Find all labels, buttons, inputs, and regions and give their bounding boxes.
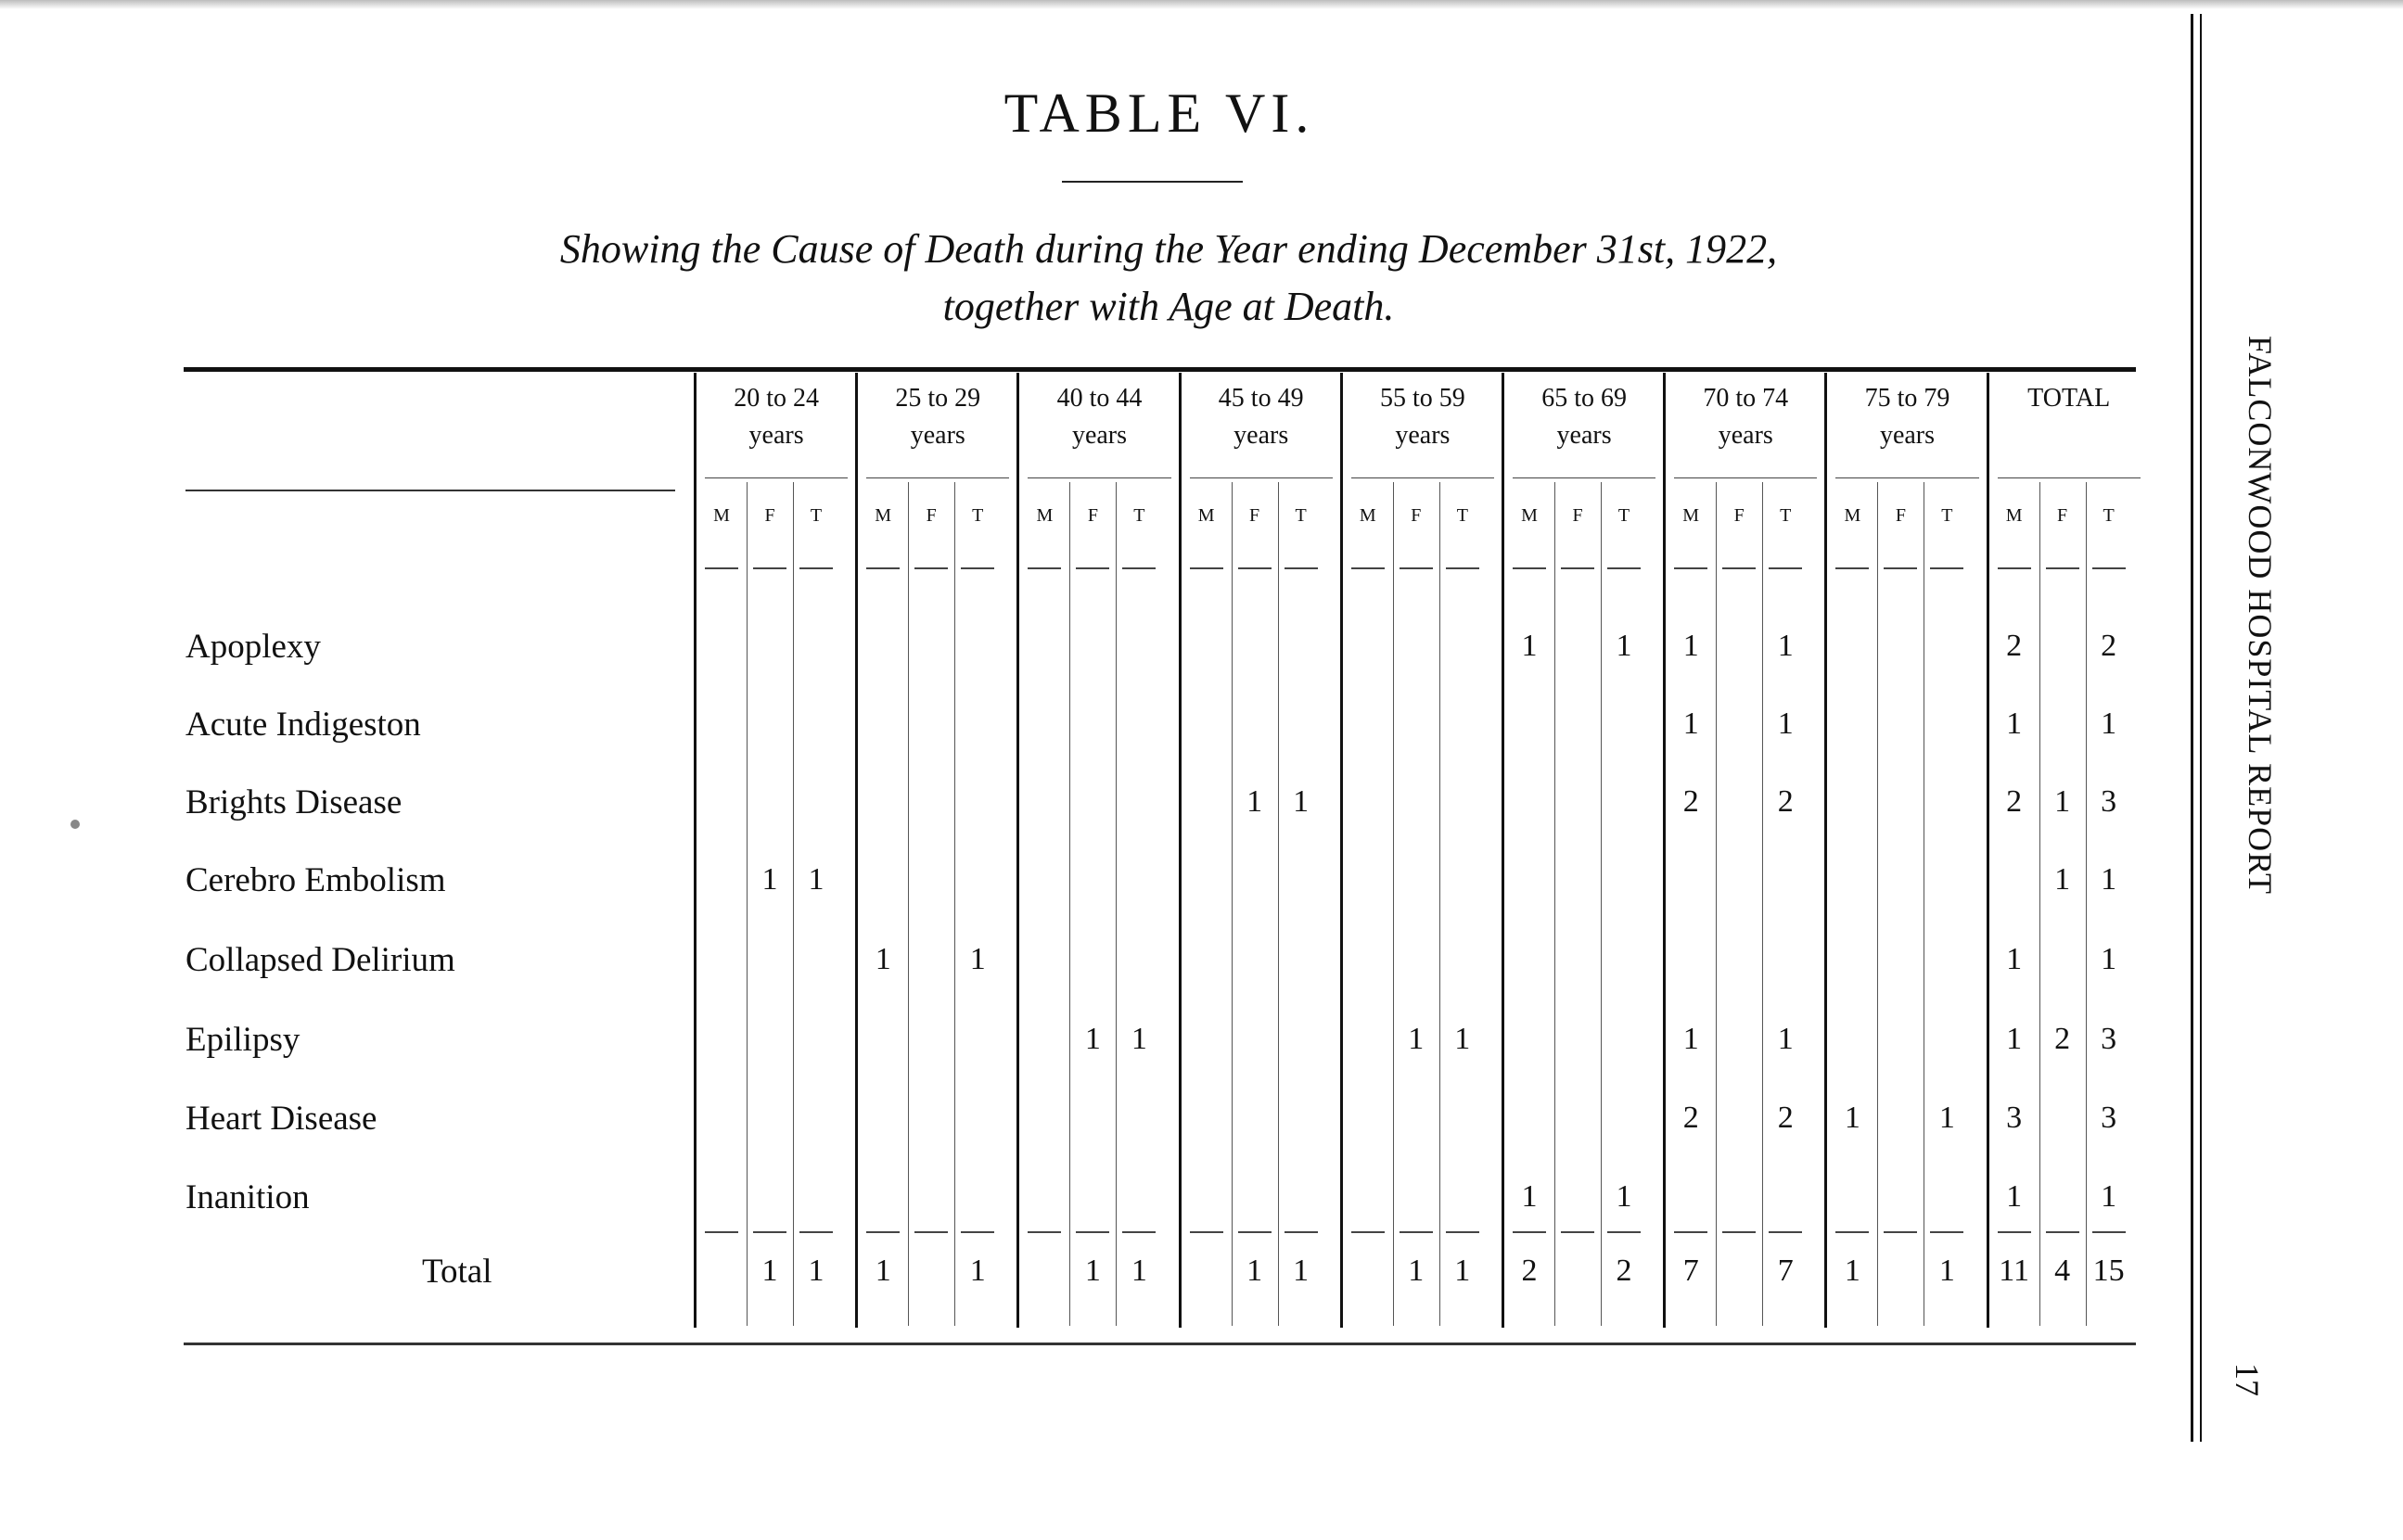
table-cell: 1 [1246, 784, 1263, 819]
age-group-header-years: years [1556, 421, 1612, 450]
total-separator [1446, 1231, 1479, 1233]
total-separator [1122, 1231, 1156, 1233]
total-separator [1285, 1231, 1318, 1233]
table-cell: 1 [2101, 862, 2117, 897]
sub-column-rule [1607, 567, 1641, 569]
sub-column-divider [1762, 482, 1763, 1326]
total-separator [799, 1231, 833, 1233]
total-cell: 2 [1616, 1254, 1632, 1288]
table-cell: 2 [2054, 1022, 2071, 1056]
sub-column-header: F [1411, 505, 1422, 526]
total-separator [1722, 1231, 1756, 1233]
sub-column-header: T [1941, 505, 1953, 526]
sub-column-header: T [810, 505, 823, 526]
sub-column-header: M [1682, 505, 1700, 526]
sub-column-rule [2092, 567, 2126, 569]
sub-column-header: F [1249, 505, 1260, 526]
table-cell: 1 [1938, 1101, 1955, 1135]
sub-column-divider [1116, 482, 1117, 1326]
total-separator [1076, 1231, 1109, 1233]
total-cell: 11 [1999, 1254, 2029, 1288]
running-header: FALCONWOOD HOSPITAL REPORT [2242, 336, 2279, 895]
table-cell: 1 [1293, 784, 1310, 819]
age-group-header: 45 to 49 [1218, 384, 1304, 413]
cause-label: Cerebro Embolism [185, 861, 446, 899]
group-header-rule [1190, 477, 1333, 478]
age-group-header-years: years [1718, 421, 1773, 450]
age-group-header: 40 to 44 [1056, 384, 1143, 413]
table-cell: 1 [875, 942, 891, 976]
sub-column-header: T [1617, 505, 1630, 526]
total-cell: 1 [1938, 1254, 1955, 1288]
total-separator [1835, 1231, 1869, 1233]
table-cell: 1 [761, 862, 778, 897]
total-separator [1930, 1231, 1963, 1233]
sub-column-divider [1877, 482, 1878, 1326]
sub-column-header: M [713, 505, 730, 526]
sub-column-divider [747, 482, 748, 1326]
sub-column-rule [1513, 567, 1546, 569]
sub-column-header: F [764, 505, 775, 526]
total-cell: 1 [969, 1254, 986, 1288]
table-cell: 1 [1777, 629, 1794, 663]
sub-column-divider [1554, 482, 1555, 1326]
table-cell: 2 [1777, 1101, 1794, 1135]
total-cell: 4 [2054, 1254, 2071, 1288]
sub-column-header: F [1087, 505, 1098, 526]
table-bottom-rule [184, 1343, 2136, 1345]
sub-column-rule [1722, 567, 1756, 569]
group-header-rule [1998, 477, 2141, 478]
table-cell: 1 [1131, 1022, 1147, 1056]
title-rule [1062, 181, 1243, 183]
table-cell: 1 [1682, 629, 1699, 663]
sub-column-rule [1561, 567, 1594, 569]
subtitle-line-2: together with Age at Death. [942, 284, 1395, 329]
total-cell: 1 [761, 1254, 778, 1288]
sub-column-divider [1601, 482, 1602, 1326]
total-cell: 1 [1408, 1254, 1425, 1288]
sub-column-divider [2039, 482, 2040, 1326]
sub-column-header: F [1572, 505, 1583, 526]
cause-label: Heart Disease [185, 1100, 377, 1138]
subtitle-line-1: Showing the Cause of Death during the Year ending December 31st, 1922, [559, 226, 1778, 272]
group-header-rule [866, 477, 1009, 478]
table-cell: 3 [2101, 1022, 2117, 1056]
sub-column-rule [1028, 567, 1061, 569]
sub-column-divider [954, 482, 955, 1326]
sub-column-divider [1069, 482, 1070, 1326]
table-cell: 1 [808, 862, 824, 897]
age-group-header-years: years [1879, 421, 1936, 450]
sub-column-rule [914, 567, 948, 569]
total-cell: 1 [1084, 1254, 1101, 1288]
table-cell: 1 [1682, 706, 1699, 741]
total-separator [1400, 1231, 1433, 1233]
sub-column-header: M [1521, 505, 1538, 526]
age-group-header-years: years [1233, 421, 1289, 450]
total-cell: 15 [2092, 1254, 2125, 1288]
sub-column-divider [1439, 482, 1440, 1326]
sub-column-divider [1278, 482, 1279, 1326]
sub-column-rule [705, 567, 738, 569]
sub-column-header: M [1844, 505, 1861, 526]
sub-column-header: T [1780, 505, 1792, 526]
sub-column-header: F [1895, 505, 1906, 526]
group-divider [1340, 373, 1343, 1328]
table-cell: 1 [1454, 1022, 1471, 1056]
total-separator [866, 1231, 900, 1233]
table-cell: 1 [2101, 942, 2117, 976]
sub-column-divider [1716, 482, 1717, 1326]
table-cell: 1 [1408, 1022, 1425, 1056]
table-cell: 3 [2101, 1101, 2117, 1135]
sub-column-rule [1400, 567, 1433, 569]
cause-label: Acute Indigeston [185, 706, 421, 744]
sub-column-header: T [972, 505, 984, 526]
page-margin-line-inner [2200, 14, 2202, 1442]
sub-column-header: F [2057, 505, 2068, 526]
total-separator [1238, 1231, 1272, 1233]
group-header-rule [705, 477, 848, 478]
cause-label: Apoplexy [185, 628, 321, 666]
sub-column-rule [2046, 567, 2079, 569]
table-cell: 1 [1844, 1101, 1860, 1135]
sub-column-rule [1122, 567, 1156, 569]
table-cell: 1 [2101, 706, 2117, 741]
sub-column-rule [1930, 567, 1963, 569]
total-cell: 1 [808, 1254, 824, 1288]
table-cell: 1 [2006, 942, 2023, 976]
table-cell: 3 [2006, 1101, 2023, 1135]
group-divider [1987, 373, 1989, 1328]
table-cell: 1 [1521, 1179, 1538, 1214]
group-header-rule [1513, 477, 1655, 478]
sub-column-divider [793, 482, 794, 1326]
group-divider [1016, 373, 1019, 1328]
age-group-header-years: years [748, 421, 804, 450]
sub-column-rule [866, 567, 900, 569]
sub-column-rule [1835, 567, 1869, 569]
sub-column-rule [961, 567, 994, 569]
total-cell: 1 [1844, 1254, 1860, 1288]
age-group-header: 65 to 69 [1541, 384, 1627, 413]
table-cell: 1 [1777, 706, 1794, 741]
table-title: TABLE VI. [1003, 83, 1315, 144]
total-separator [1190, 1231, 1223, 1233]
table-cell: 1 [1616, 629, 1632, 663]
total-cell: 1 [1246, 1254, 1263, 1288]
sub-column-divider [1393, 482, 1394, 1326]
total-cell: 2 [1521, 1254, 1538, 1288]
table-cell: 2 [1682, 1101, 1699, 1135]
sub-column-rule [1190, 567, 1223, 569]
table-cell: 1 [1682, 1022, 1699, 1056]
total-separator [961, 1231, 994, 1233]
age-group-header-years: years [1071, 421, 1128, 450]
sub-column-header: T [1133, 505, 1145, 526]
group-divider [1179, 373, 1182, 1328]
age-group-header: 55 to 59 [1380, 384, 1465, 413]
sub-column-rule [1769, 567, 1802, 569]
sub-column-header: M [1036, 505, 1054, 526]
table-cell: 2 [1682, 784, 1699, 819]
table-cell: 1 [969, 942, 986, 976]
label-column-rule [185, 490, 675, 491]
total-separator [1769, 1231, 1802, 1233]
sub-column-header: T [1456, 505, 1468, 526]
age-group-header-years: years [910, 421, 965, 450]
total-separator [1028, 1231, 1061, 1233]
total-cell: 7 [1682, 1254, 1699, 1288]
table-cell: 2 [2006, 784, 2023, 819]
group-divider [1502, 373, 1504, 1328]
total-cell: 1 [875, 1254, 891, 1288]
group-divider [1824, 373, 1827, 1328]
sub-column-header: F [1733, 505, 1745, 526]
page-edge-shadow [0, 0, 2403, 9]
group-header-rule [1674, 477, 1817, 478]
sub-column-rule [1446, 567, 1479, 569]
table-top-rule [184, 367, 2136, 372]
table-cell: 1 [2101, 1179, 2117, 1214]
sub-column-header: M [875, 505, 892, 526]
total-separator [1998, 1231, 2031, 1233]
page-smudge [70, 820, 80, 829]
sub-column-header: T [1295, 505, 1307, 526]
total-separator [1884, 1231, 1917, 1233]
sub-column-rule [1238, 567, 1272, 569]
total-separator [914, 1231, 948, 1233]
total-separator [1513, 1231, 1546, 1233]
table-cell: 1 [2054, 784, 2071, 819]
total-separator [1607, 1231, 1641, 1233]
total-separator [705, 1231, 738, 1233]
cause-label: Inanition [185, 1178, 310, 1216]
sub-column-divider [1232, 482, 1233, 1326]
sub-column-header: M [2005, 505, 2023, 526]
age-group-header: TOTAL [2027, 384, 2111, 413]
group-divider [1663, 373, 1666, 1328]
total-separator [1561, 1231, 1594, 1233]
cause-label: Brights Disease [185, 783, 403, 821]
sub-column-rule [1674, 567, 1707, 569]
table-cell: 2 [1777, 784, 1794, 819]
sub-column-header: M [1197, 505, 1215, 526]
group-header-rule [1835, 477, 1978, 478]
table-cell: 3 [2101, 784, 2117, 819]
age-group-header: 25 to 29 [895, 384, 981, 413]
sub-column-rule [1076, 567, 1109, 569]
total-row-label: Total [422, 1253, 492, 1291]
group-divider [855, 373, 858, 1328]
table-cell: 1 [1521, 629, 1538, 663]
table-cell: 1 [1084, 1022, 1101, 1056]
table-cell: 2 [2006, 629, 2023, 663]
sub-column-header: T [2103, 505, 2115, 526]
total-separator [1351, 1231, 1385, 1233]
table-cell: 1 [1616, 1179, 1632, 1214]
group-header-rule [1351, 477, 1494, 478]
table-cell: 1 [2006, 1179, 2023, 1214]
sub-column-header: F [926, 505, 937, 526]
page-margin-line [2191, 14, 2193, 1442]
table-cell: 1 [2006, 706, 2023, 741]
sub-column-divider [2086, 482, 2087, 1326]
sub-column-rule [1285, 567, 1318, 569]
cause-label: Epilipsy [185, 1021, 300, 1059]
sub-column-rule [1884, 567, 1917, 569]
total-cell: 7 [1777, 1254, 1794, 1288]
total-separator [2092, 1231, 2126, 1233]
page-number: 17 [2229, 1363, 2266, 1396]
sub-column-divider [908, 482, 909, 1326]
group-header-rule [1028, 477, 1170, 478]
sub-column-rule [753, 567, 786, 569]
table-cell: 2 [2101, 629, 2117, 663]
age-group-header-years: years [1395, 421, 1451, 450]
total-cell: 1 [1293, 1254, 1310, 1288]
total-separator [2046, 1231, 2079, 1233]
group-divider [694, 373, 697, 1328]
total-separator [1674, 1231, 1707, 1233]
total-cell: 1 [1454, 1254, 1471, 1288]
total-separator [753, 1231, 786, 1233]
table-subtitle [371, 221, 1966, 336]
table-cell: 1 [2006, 1022, 2023, 1056]
sub-column-rule [1998, 567, 2031, 569]
table-cell: 1 [1777, 1022, 1794, 1056]
age-group-header: 70 to 74 [1703, 384, 1789, 413]
sub-column-rule [1351, 567, 1385, 569]
age-group-header: 20 to 24 [734, 384, 819, 413]
table-cell: 1 [2054, 862, 2071, 897]
total-cell: 1 [1131, 1254, 1147, 1288]
sub-column-header: M [1359, 505, 1376, 526]
cause-label: Collapsed Delirium [185, 941, 455, 979]
age-group-header: 75 to 79 [1864, 384, 1950, 413]
sub-column-rule [799, 567, 833, 569]
